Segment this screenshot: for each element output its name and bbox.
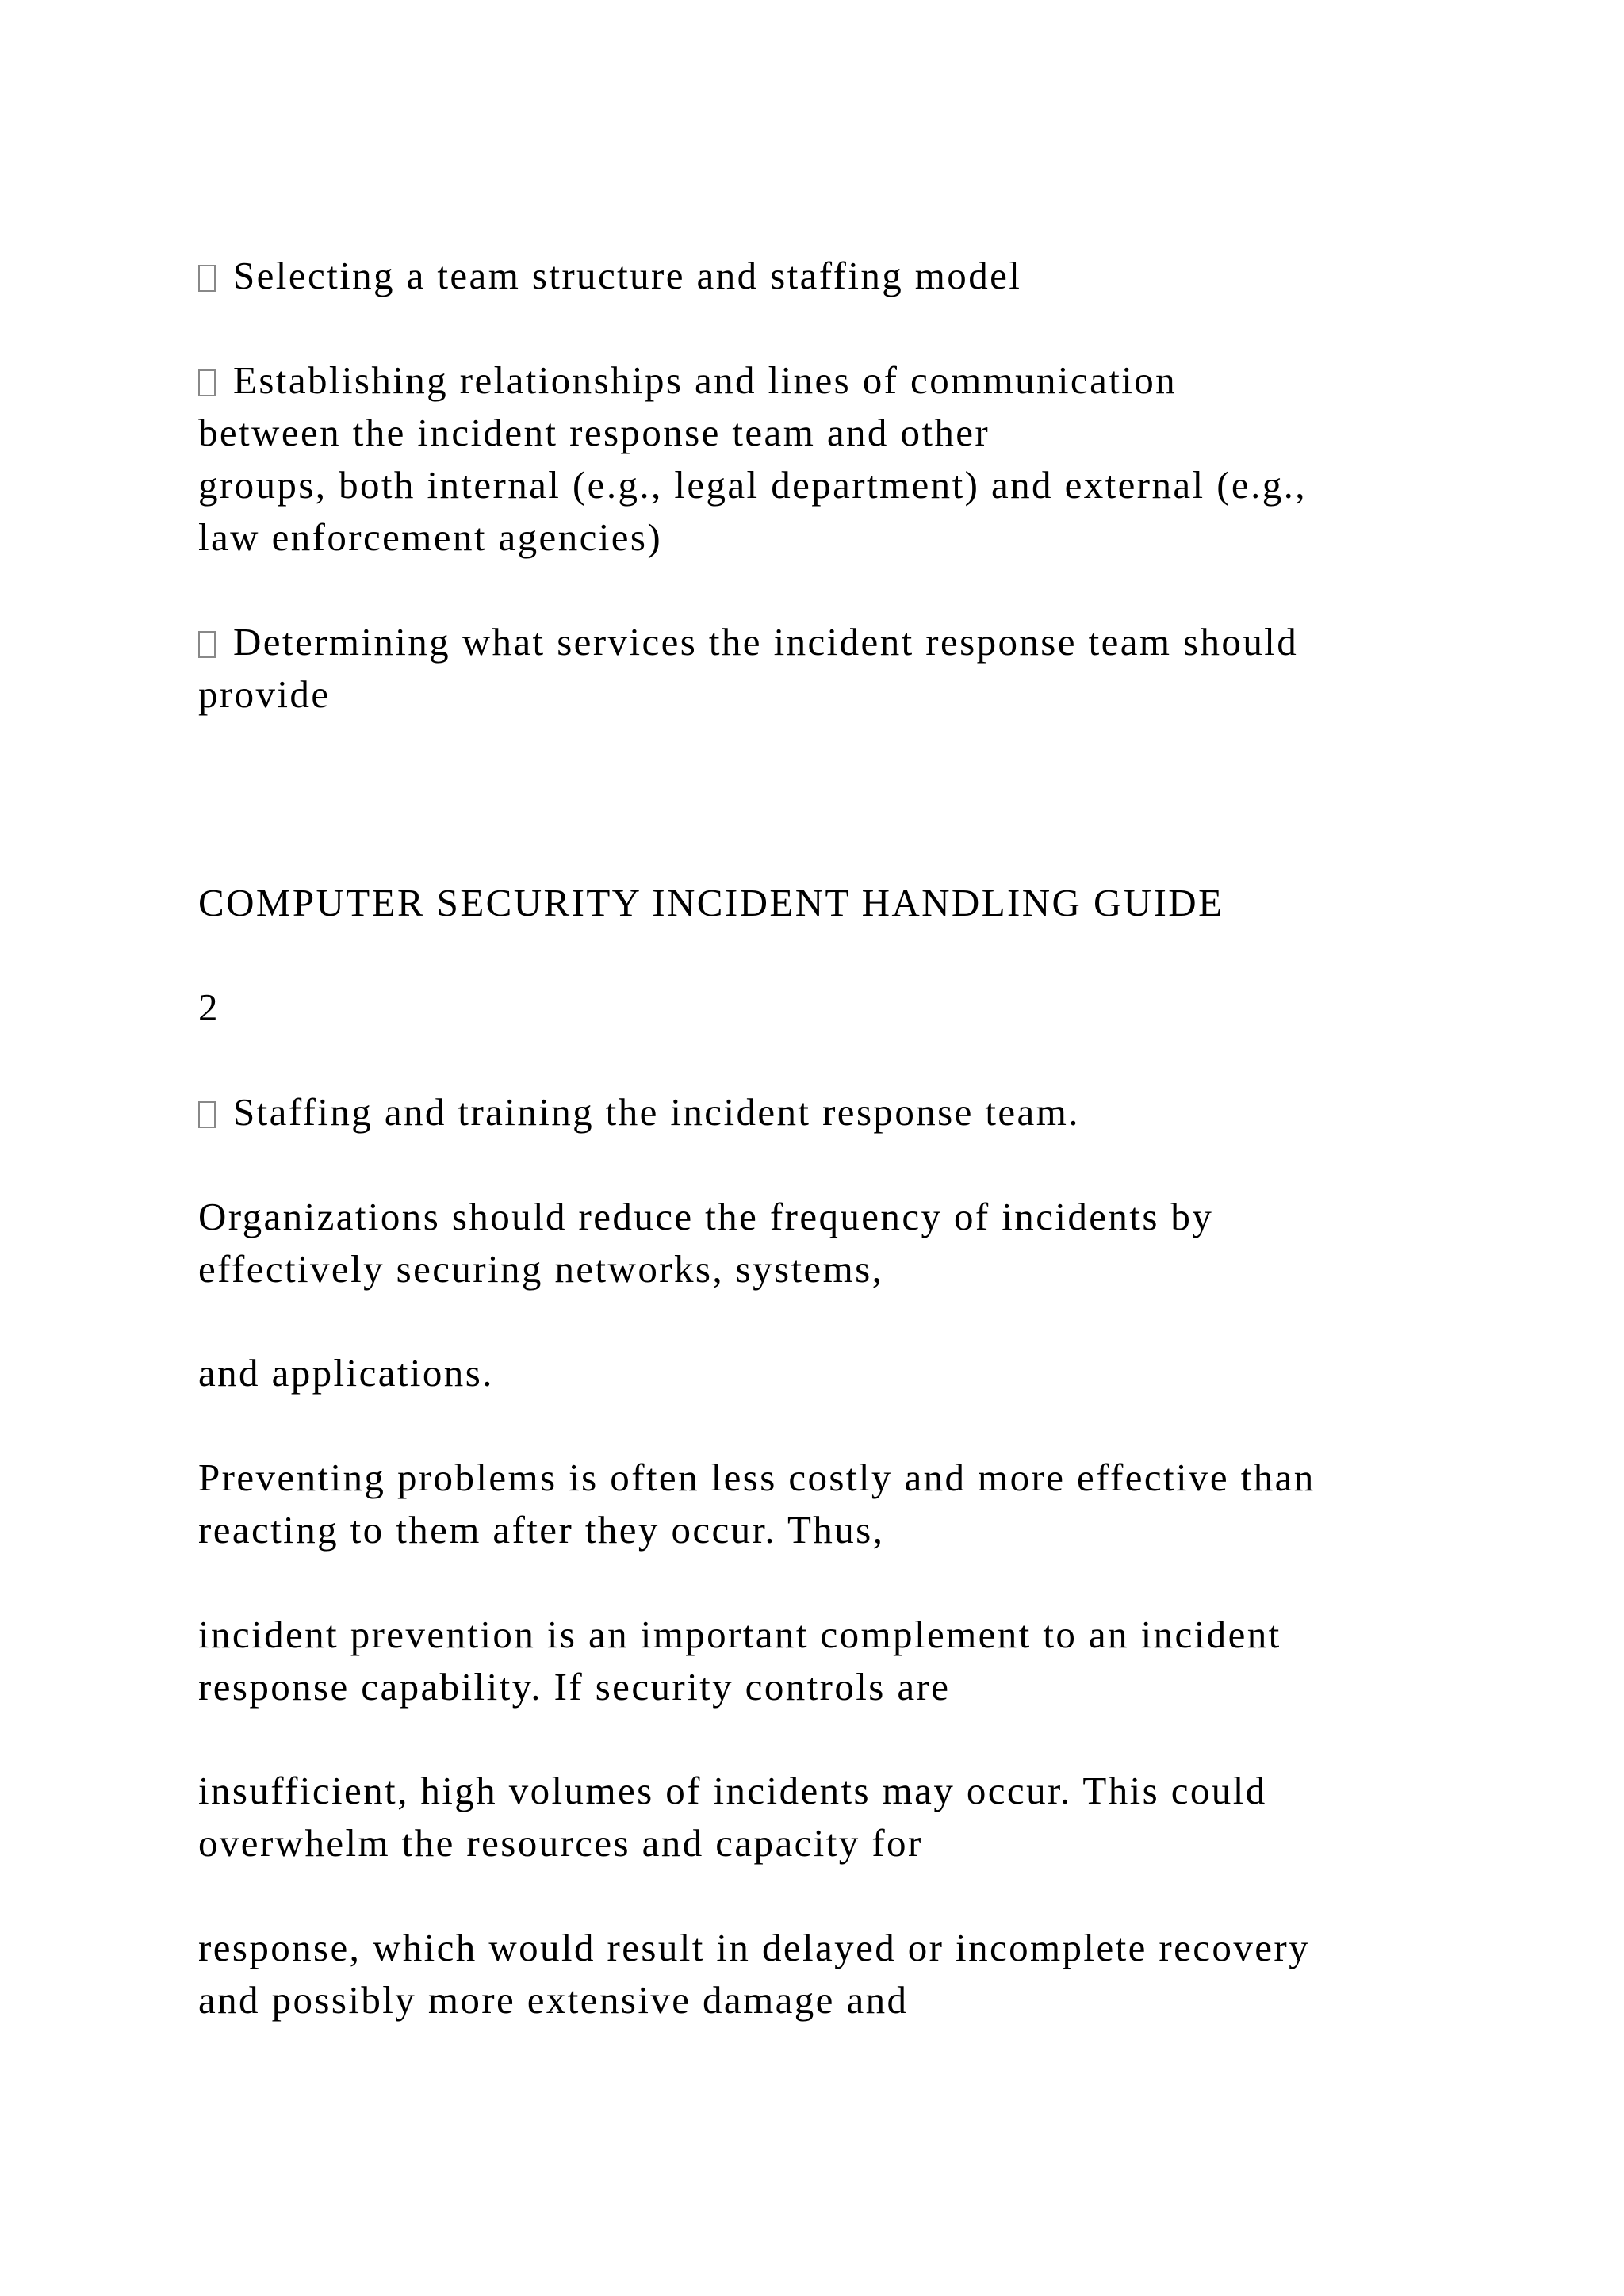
paragraph-line: Organizations should reduce the frequency of incidents by [198, 1195, 1214, 1238]
paragraph [198, 1765, 1467, 1869]
bullet-line: groups, both internal (e.g., legal department) and external (e.g., [198, 463, 1307, 507]
paragraph [198, 1922, 1467, 2026]
paragraph [198, 1347, 1467, 1399]
paragraph-line: Preventing problems is often less costly and more effective than [198, 1456, 1316, 1499]
bullet-line [198, 354, 1467, 407]
bullet-item [198, 616, 1467, 721]
paragraph [198, 1452, 1467, 1556]
paragraph [198, 1191, 1467, 1295]
bullet-line [198, 250, 1467, 302]
paragraph-line: insufficient, high volumes of incidents may occur. This could [198, 1769, 1267, 1812]
page-number: 2 [198, 985, 220, 1029]
paragraph-line: response capability. If security controls are [198, 1665, 951, 1709]
missing-glyph-icon [198, 369, 216, 396]
paragraph-line: and applications. [198, 1351, 494, 1395]
bullet-line: provide [198, 672, 331, 716]
missing-glyph-icon [198, 1101, 216, 1128]
bullet-text: Staffing and training the incident response team. [233, 1090, 1080, 1134]
missing-glyph-icon [198, 265, 216, 292]
paragraph [198, 1609, 1467, 1713]
running-header: COMPUTER SECURITY INCIDENT HANDLING GUIDE [198, 881, 1224, 924]
bullet-text: Establishing relationships and lines of communication [233, 358, 1178, 402]
bullet-text: Selecting a team structure and staffing model [233, 254, 1022, 297]
paragraph-line: effectively securing networks, systems, [198, 1247, 884, 1291]
paragraph-line: response, which would result in delayed or incomplete recovery [198, 1926, 1310, 1969]
paragraph-line: incident prevention is an important complement to an incident [198, 1613, 1281, 1656]
bullet-line: between the incident response team and other [198, 411, 990, 454]
paragraph-line: reacting to them after they occur. Thus, [198, 1508, 885, 1552]
bullet-line [198, 1086, 1467, 1138]
bullet-text: Determining what services the incident response team should [233, 620, 1299, 664]
paragraph-line: and possibly more extensive damage and [198, 1978, 909, 2022]
bullet-line: law enforcement agencies) [198, 515, 663, 559]
missing-glyph-icon [198, 631, 216, 658]
bullet-item [198, 1086, 1467, 1138]
bullet-line [198, 616, 1467, 668]
bullet-item [198, 250, 1467, 302]
bullet-item [198, 354, 1467, 564]
paragraph-line: overwhelm the resources and capacity for [198, 1821, 923, 1865]
